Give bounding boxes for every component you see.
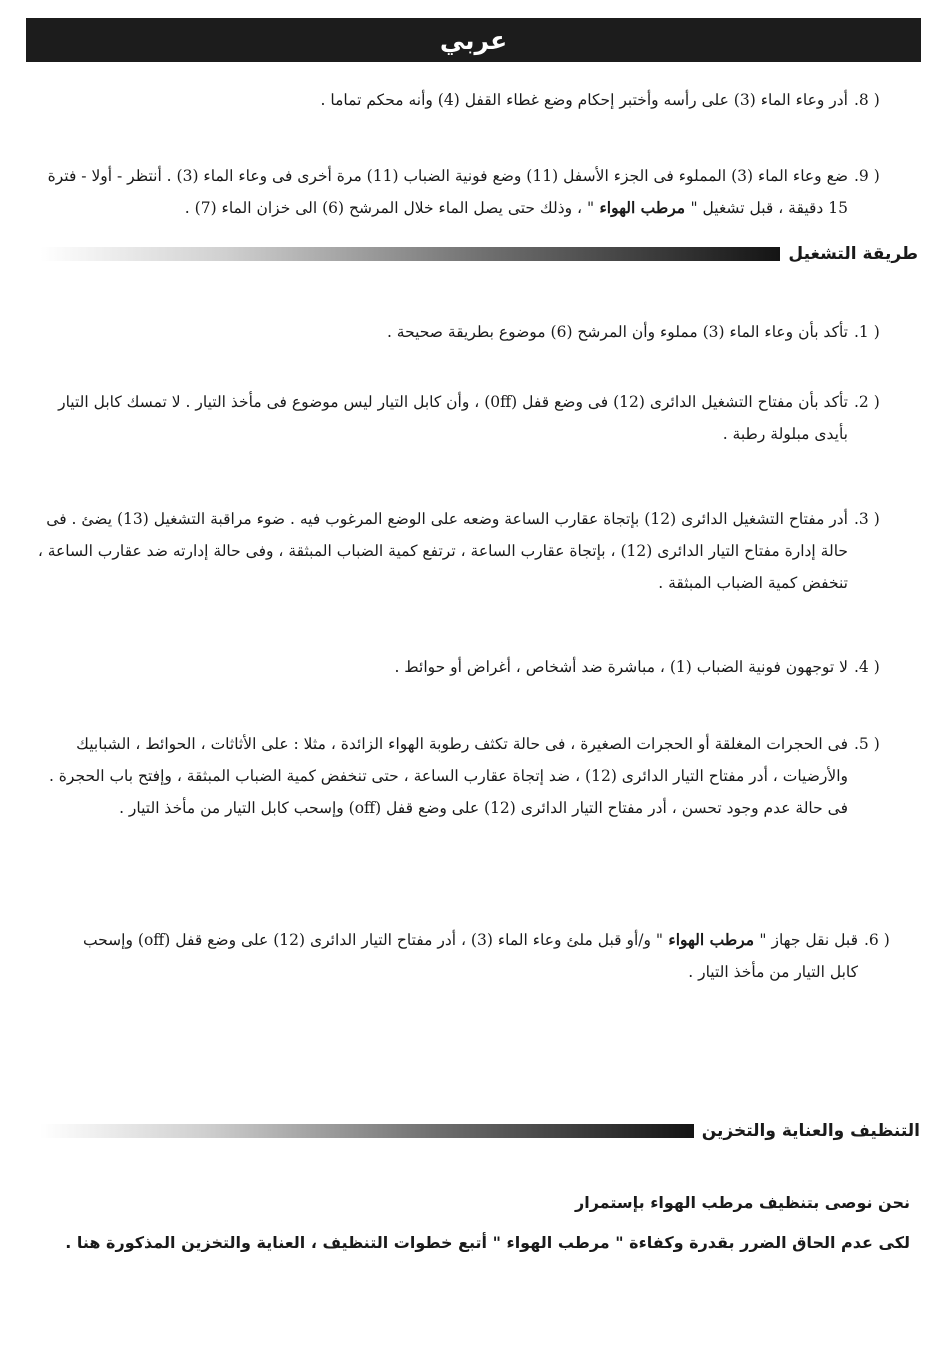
operation-step bbox=[30, 386, 910, 450]
step-text: أدر مفتاح التشغيل الدائرى (12) بإتجاة عقارب الساعة وضعه على الوضع المرغوب فيه . ضوء مراقبة التشغيل (13) يضئ . فى حالة إدارة مفتاح التيار الدائرى (12) ، بإتجاة عقارب الساعة ، ترتفع كمية الضباب المبثقة ، وفى حالة إدارته ضد عقارب الساعة ، تنخفض كمية الضباب المبثقة . bbox=[37, 510, 848, 592]
operation-step bbox=[30, 728, 910, 824]
step-text: ضع وعاء الماء (3) المملوء فى الجزء الأسفل (11) وضع فونية الضباب (11) مرة أخرى فى وعاء الماء (3) . أنتظر - أولا - فترة 15 دقيقة ، قبل تشغيل " مرطب الهواء " ، وذلك حتى يصل الماء خلال المرشح (6) الى خزان الماء (7) . bbox=[47, 167, 848, 217]
step-number: .4 ) bbox=[854, 658, 880, 676]
product-name: مرطب الهواء bbox=[594, 198, 691, 217]
step-number: .9 ) bbox=[854, 167, 880, 185]
operation-step bbox=[300, 651, 910, 683]
instruction-step bbox=[30, 160, 910, 224]
step-number: .6 ) bbox=[864, 931, 890, 949]
step-number: .5 ) bbox=[854, 735, 880, 753]
step-text: لا توجهون فونية الضباب (1) ، مباشرة ضد أشخاص ، أغراض أو حوائط . bbox=[394, 658, 848, 676]
cleaning-recommendation: نحن نوصى بتنظيف مرطب الهواء بإستمرار bbox=[575, 1193, 910, 1212]
operation-step bbox=[80, 924, 920, 988]
section-title: التنظيف والعناية والتخزين bbox=[701, 1121, 920, 1141]
operation-step bbox=[30, 503, 910, 599]
section-heading-cleaning bbox=[40, 1121, 920, 1141]
section-title: طريقة التشغيل bbox=[788, 244, 918, 264]
step-text: تأكد بأن مفتاح التشغيل الدائرى (12) فى وضع قفل (0ff) ، وأن كابل التيار ليس موضوع فى مأخذ التيار . لا تمسك كابل التيار بأيدى مبلولة رطبة . bbox=[58, 393, 848, 443]
cleaning-instruction: لكى عدم الحاق الضرر بقدرة وكفاءة " مرطب الهواء " أتبع خطوات التنظيف ، العناية والتخزين المذكورة هنا . bbox=[65, 1233, 910, 1252]
step-text: فى الحجرات المغلقة أو الحجرات الصغيرة ، فى حالة تكثف رطوبة الهواء الزائدة ، مثلا : على الأثاثات ، الحوائط ، الشبابيك والأرضيات ، أدر مفتاح التيار الدائرى (12) ، ضد إتجاة عقارب الساعة ، حتى تنخفض كمية الضباب المبثقة ، وإفتح باب الحجرة . فى حالة عدم وجود تحسن ، أدر مفتاح التيار الدائرى (12) على وضع قفل (off) وإسحب كابل التيار من مأخذ التيار . bbox=[48, 735, 848, 817]
product-name: مرطب الهواء bbox=[663, 930, 760, 949]
operation-step bbox=[300, 316, 910, 348]
step-text: تأكد بأن وعاء الماء (3) مملوء وأن المرشح (6) موضوع بطريقة صحيحة . bbox=[386, 323, 848, 341]
step-number: .1 ) bbox=[854, 323, 880, 341]
section-divider bbox=[40, 247, 780, 261]
section-divider bbox=[40, 1124, 694, 1138]
step-number: .2 ) bbox=[854, 393, 880, 411]
language-label: عربي bbox=[439, 25, 508, 55]
language-header bbox=[26, 18, 921, 62]
instruction-step bbox=[300, 84, 910, 116]
step-number: .3 ) bbox=[854, 510, 880, 528]
step-number: .8 ) bbox=[854, 91, 880, 109]
step-text: قبل نقل جهاز " مرطب الهواء " و/أو قبل ملئ وعاء الماء (3) ، أدر مفتاح التيار الدائرى (12) على وضع قفل (off) وإسحب كابل التيار من مأخذ التيار . bbox=[82, 930, 858, 981]
step-text: أدر وعاء الماء (3) على رأسه وأختبر إحكام وضع غطاء القفل (4) وأنه محكم تماما . bbox=[320, 91, 848, 109]
section-heading-operation bbox=[40, 244, 918, 264]
